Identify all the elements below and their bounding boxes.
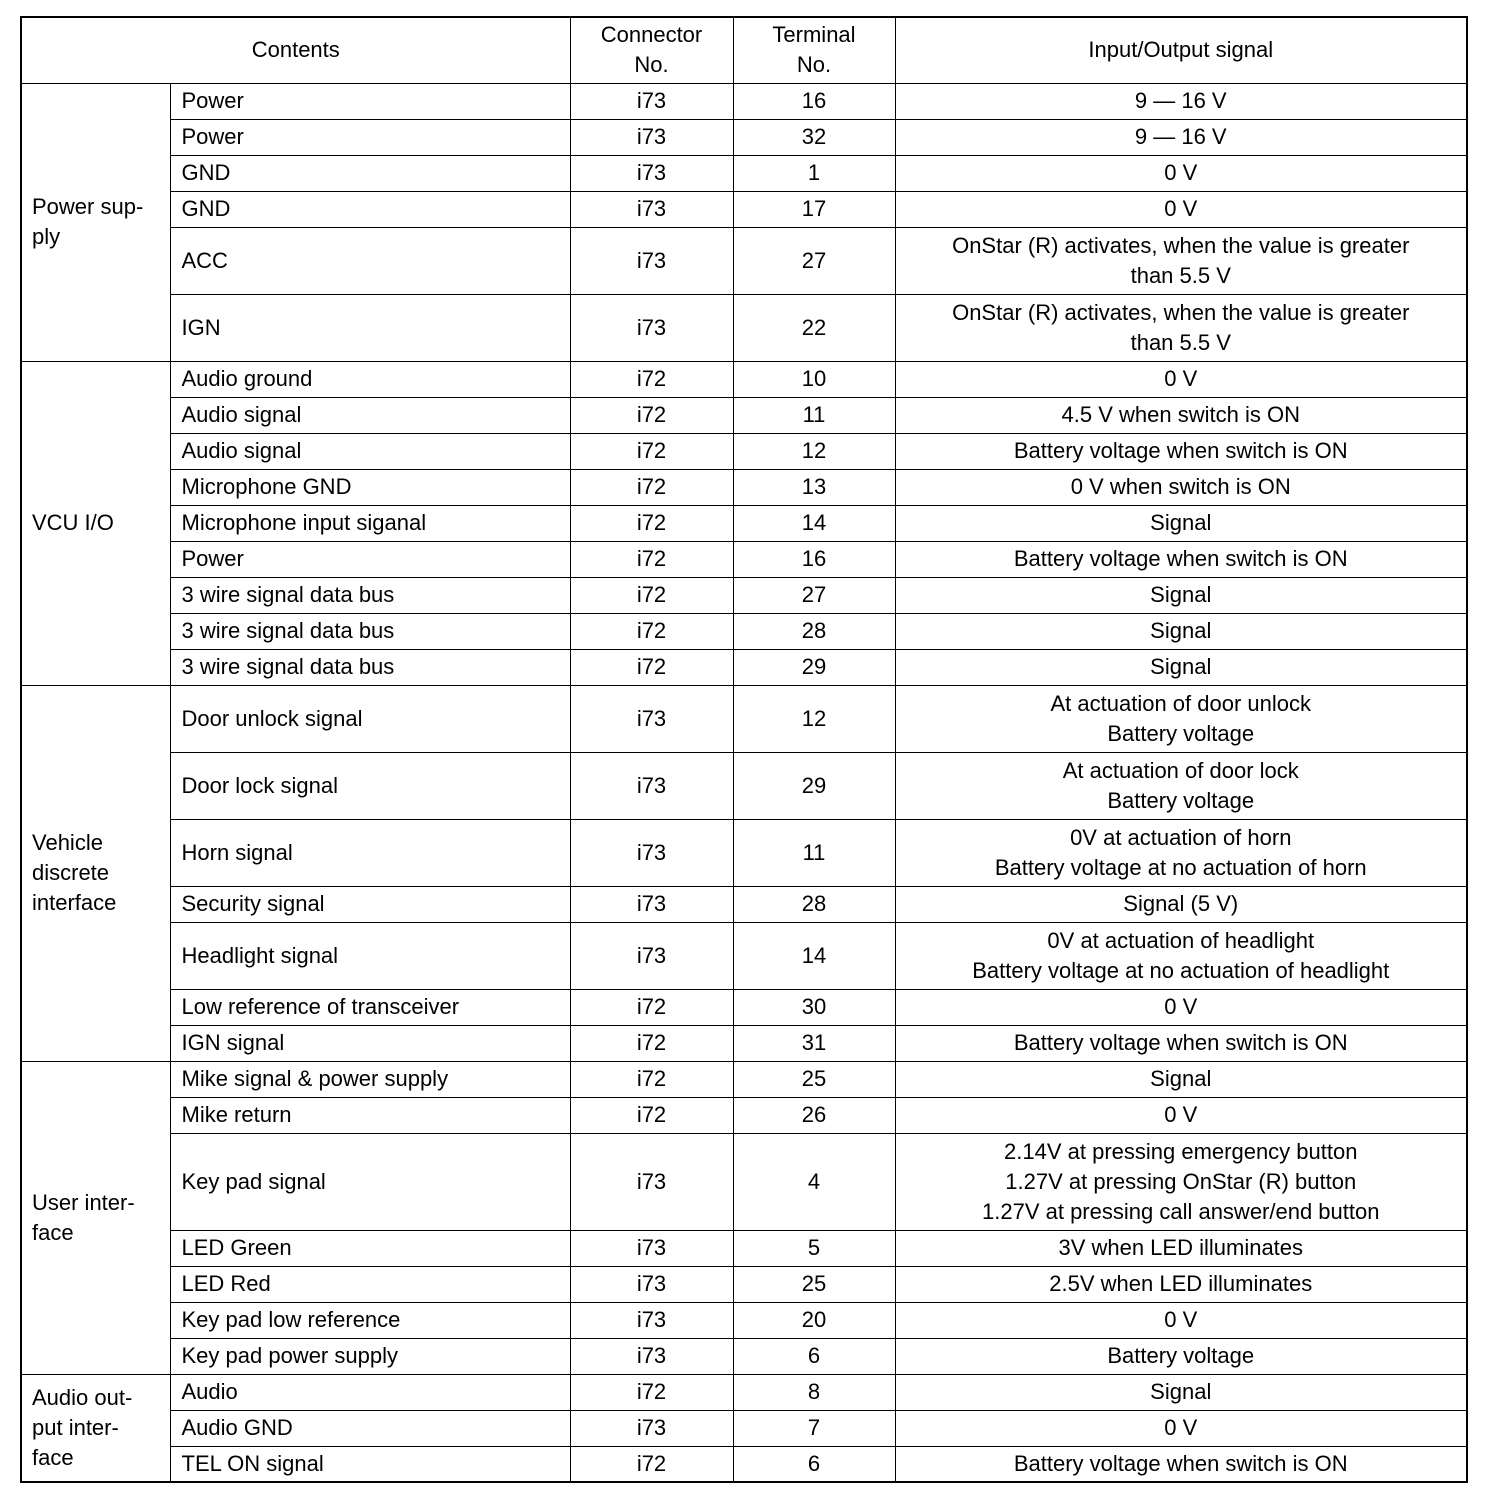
header-terminal-no: Terminal No. <box>733 17 895 83</box>
table-row <box>21 433 1467 469</box>
table-row <box>21 819 1467 886</box>
connector-cell: i72 <box>570 1374 733 1410</box>
table-row <box>21 649 1467 685</box>
signal-cell: Signal <box>895 1374 1467 1410</box>
connector-cell: i72 <box>570 1097 733 1133</box>
connector-cell: i73 <box>570 191 733 227</box>
table-row <box>21 1061 1467 1097</box>
item-cell: Audio <box>170 1374 570 1410</box>
item-cell: Horn signal <box>170 819 570 886</box>
terminal-cell: 28 <box>733 613 895 649</box>
signal-cell: Battery voltage <box>895 1338 1467 1374</box>
item-cell: LED Red <box>170 1266 570 1302</box>
table-row <box>21 1374 1467 1410</box>
item-cell: Door unlock signal <box>170 685 570 752</box>
item-cell: Security signal <box>170 886 570 922</box>
header-contents: Contents <box>21 17 570 83</box>
terminal-cell: 11 <box>733 819 895 886</box>
table-row <box>21 294 1467 361</box>
signal-cell: 0 V <box>895 155 1467 191</box>
table-row <box>21 469 1467 505</box>
table-row <box>21 119 1467 155</box>
group-label: Power sup- ply <box>21 83 170 361</box>
signal-cell: 0 V <box>895 1410 1467 1446</box>
terminal-cell: 25 <box>733 1266 895 1302</box>
terminal-cell: 14 <box>733 505 895 541</box>
signal-cell: 0V at actuation of horn Battery voltage at no actuation of horn <box>895 819 1467 886</box>
terminal-cell: 32 <box>733 119 895 155</box>
item-cell: Power <box>170 541 570 577</box>
group-label: Audio out- put inter- face <box>21 1374 170 1482</box>
connector-cell: i72 <box>570 361 733 397</box>
table-row <box>21 191 1467 227</box>
item-cell: Headlight signal <box>170 922 570 989</box>
header-row <box>21 17 1467 83</box>
table-row <box>21 1025 1467 1061</box>
terminal-cell: 22 <box>733 294 895 361</box>
connector-cell: i72 <box>570 1025 733 1061</box>
table-row <box>21 752 1467 819</box>
connector-cell: i73 <box>570 1338 733 1374</box>
terminal-cell: 14 <box>733 922 895 989</box>
terminal-cell: 5 <box>733 1230 895 1266</box>
signal-cell: 9 — 16 V <box>895 83 1467 119</box>
item-cell: Low reference of transceiver <box>170 989 570 1025</box>
item-cell: IGN signal <box>170 1025 570 1061</box>
connector-cell: i73 <box>570 1266 733 1302</box>
connector-cell: i73 <box>570 1230 733 1266</box>
connector-cell: i73 <box>570 819 733 886</box>
table-row <box>21 1302 1467 1338</box>
table-row <box>21 1230 1467 1266</box>
signal-cell: Signal <box>895 505 1467 541</box>
connector-cell: i72 <box>570 577 733 613</box>
connector-cell: i73 <box>570 83 733 119</box>
table-row <box>21 886 1467 922</box>
terminal-cell: 8 <box>733 1374 895 1410</box>
header-input-output-signal: Input/Output signal <box>895 17 1467 83</box>
signal-cell: 3V when LED illuminates <box>895 1230 1467 1266</box>
table-row <box>21 227 1467 294</box>
table-row <box>21 1446 1467 1482</box>
signal-cell: 0V at actuation of headlight Battery voltage at no actuation of headlight <box>895 922 1467 989</box>
connector-cell: i73 <box>570 119 733 155</box>
signal-cell: Signal <box>895 1061 1467 1097</box>
item-cell: Audio ground <box>170 361 570 397</box>
item-cell: LED Green <box>170 1230 570 1266</box>
item-cell: Key pad low reference <box>170 1302 570 1338</box>
connector-cell: i73 <box>570 922 733 989</box>
signal-cell: Signal <box>895 649 1467 685</box>
signal-cell: Battery voltage when switch is ON <box>895 541 1467 577</box>
table-row <box>21 397 1467 433</box>
terminal-cell: 28 <box>733 886 895 922</box>
item-cell: 3 wire signal data bus <box>170 577 570 613</box>
connector-cell: i72 <box>570 1061 733 1097</box>
header-connector-no: Connector No. <box>570 17 733 83</box>
table-row <box>21 989 1467 1025</box>
terminal-cell: 27 <box>733 577 895 613</box>
table-row <box>21 685 1467 752</box>
item-cell: Key pad signal <box>170 1133 570 1230</box>
group-label: VCU I/O <box>21 361 170 685</box>
terminal-cell: 12 <box>733 685 895 752</box>
terminal-cell: 10 <box>733 361 895 397</box>
group-label: Vehicle discrete interface <box>21 685 170 1061</box>
table-row <box>21 505 1467 541</box>
terminal-cell: 16 <box>733 83 895 119</box>
group-label: User inter- face <box>21 1061 170 1374</box>
signal-cell: 2.5V when LED illuminates <box>895 1266 1467 1302</box>
connector-cell: i73 <box>570 1410 733 1446</box>
signal-cell: 0 V <box>895 1097 1467 1133</box>
connector-cell: i72 <box>570 649 733 685</box>
table-row <box>21 1410 1467 1446</box>
terminal-cell: 30 <box>733 989 895 1025</box>
connector-cell: i72 <box>570 433 733 469</box>
terminal-cell: 25 <box>733 1061 895 1097</box>
connector-cell: i73 <box>570 752 733 819</box>
terminal-cell: 29 <box>733 752 895 819</box>
item-cell: 3 wire signal data bus <box>170 649 570 685</box>
item-cell: Audio GND <box>170 1410 570 1446</box>
connector-cell: i72 <box>570 469 733 505</box>
connector-cell: i72 <box>570 397 733 433</box>
signal-cell: Signal <box>895 613 1467 649</box>
table-row <box>21 1097 1467 1133</box>
signal-cell: Battery voltage when switch is ON <box>895 1025 1467 1061</box>
item-cell: IGN <box>170 294 570 361</box>
item-cell: Microphone input siganal <box>170 505 570 541</box>
connector-cell: i73 <box>570 1133 733 1230</box>
signal-cell: 9 — 16 V <box>895 119 1467 155</box>
signal-cell: 0 V <box>895 191 1467 227</box>
terminal-signal-table <box>20 16 1468 1483</box>
signal-cell: 0 V when switch is ON <box>895 469 1467 505</box>
signal-cell: Battery voltage when switch is ON <box>895 1446 1467 1482</box>
terminal-cell: 26 <box>733 1097 895 1133</box>
item-cell: 3 wire signal data bus <box>170 613 570 649</box>
terminal-cell: 17 <box>733 191 895 227</box>
terminal-cell: 6 <box>733 1446 895 1482</box>
table-row <box>21 577 1467 613</box>
terminal-cell: 12 <box>733 433 895 469</box>
item-cell: GND <box>170 191 570 227</box>
signal-cell: Signal (5 V) <box>895 886 1467 922</box>
item-cell: Mike return <box>170 1097 570 1133</box>
connector-cell: i73 <box>570 155 733 191</box>
signal-cell: At actuation of door lock Battery voltage <box>895 752 1467 819</box>
terminal-cell: 27 <box>733 227 895 294</box>
terminal-cell: 11 <box>733 397 895 433</box>
item-cell: Mike signal & power supply <box>170 1061 570 1097</box>
item-cell: Audio signal <box>170 433 570 469</box>
signal-cell: OnStar (R) activates, when the value is greater than 5.5 V <box>895 227 1467 294</box>
terminal-cell: 4 <box>733 1133 895 1230</box>
table-row <box>21 613 1467 649</box>
item-cell: ACC <box>170 227 570 294</box>
terminal-cell: 6 <box>733 1338 895 1374</box>
signal-cell: 0 V <box>895 989 1467 1025</box>
terminal-cell: 13 <box>733 469 895 505</box>
signal-cell: OnStar (R) activates, when the value is greater than 5.5 V <box>895 294 1467 361</box>
terminal-cell: 29 <box>733 649 895 685</box>
item-cell: Door lock signal <box>170 752 570 819</box>
signal-cell: 0 V <box>895 1302 1467 1338</box>
table-row <box>21 1266 1467 1302</box>
signal-cell: Battery voltage when switch is ON <box>895 433 1467 469</box>
item-cell: TEL ON signal <box>170 1446 570 1482</box>
terminal-cell: 31 <box>733 1025 895 1061</box>
table-row <box>21 1133 1467 1230</box>
item-cell: Microphone GND <box>170 469 570 505</box>
connector-cell: i73 <box>570 1302 733 1338</box>
table-row <box>21 361 1467 397</box>
table-row <box>21 1338 1467 1374</box>
terminal-cell: 7 <box>733 1410 895 1446</box>
table-row <box>21 922 1467 989</box>
table-row <box>21 541 1467 577</box>
table-row <box>21 155 1467 191</box>
item-cell: GND <box>170 155 570 191</box>
connector-cell: i72 <box>570 541 733 577</box>
connector-cell: i73 <box>570 886 733 922</box>
connector-cell: i72 <box>570 989 733 1025</box>
item-cell: Power <box>170 83 570 119</box>
connector-cell: i73 <box>570 227 733 294</box>
signal-cell: 2.14V at pressing emergency button 1.27V at pressing OnStar (R) button 1.27V at pressing call answer/end button <box>895 1133 1467 1230</box>
item-cell: Power <box>170 119 570 155</box>
connector-cell: i72 <box>570 505 733 541</box>
signal-cell: 4.5 V when switch is ON <box>895 397 1467 433</box>
terminal-cell: 20 <box>733 1302 895 1338</box>
connector-cell: i72 <box>570 613 733 649</box>
signal-cell: Signal <box>895 577 1467 613</box>
item-cell: Audio signal <box>170 397 570 433</box>
signal-cell: 0 V <box>895 361 1467 397</box>
terminal-cell: 16 <box>733 541 895 577</box>
table-row <box>21 83 1467 119</box>
signal-cell: At actuation of door unlock Battery voltage <box>895 685 1467 752</box>
connector-cell: i73 <box>570 294 733 361</box>
connector-cell: i73 <box>570 685 733 752</box>
connector-cell: i72 <box>570 1446 733 1482</box>
item-cell: Key pad power supply <box>170 1338 570 1374</box>
terminal-cell: 1 <box>733 155 895 191</box>
